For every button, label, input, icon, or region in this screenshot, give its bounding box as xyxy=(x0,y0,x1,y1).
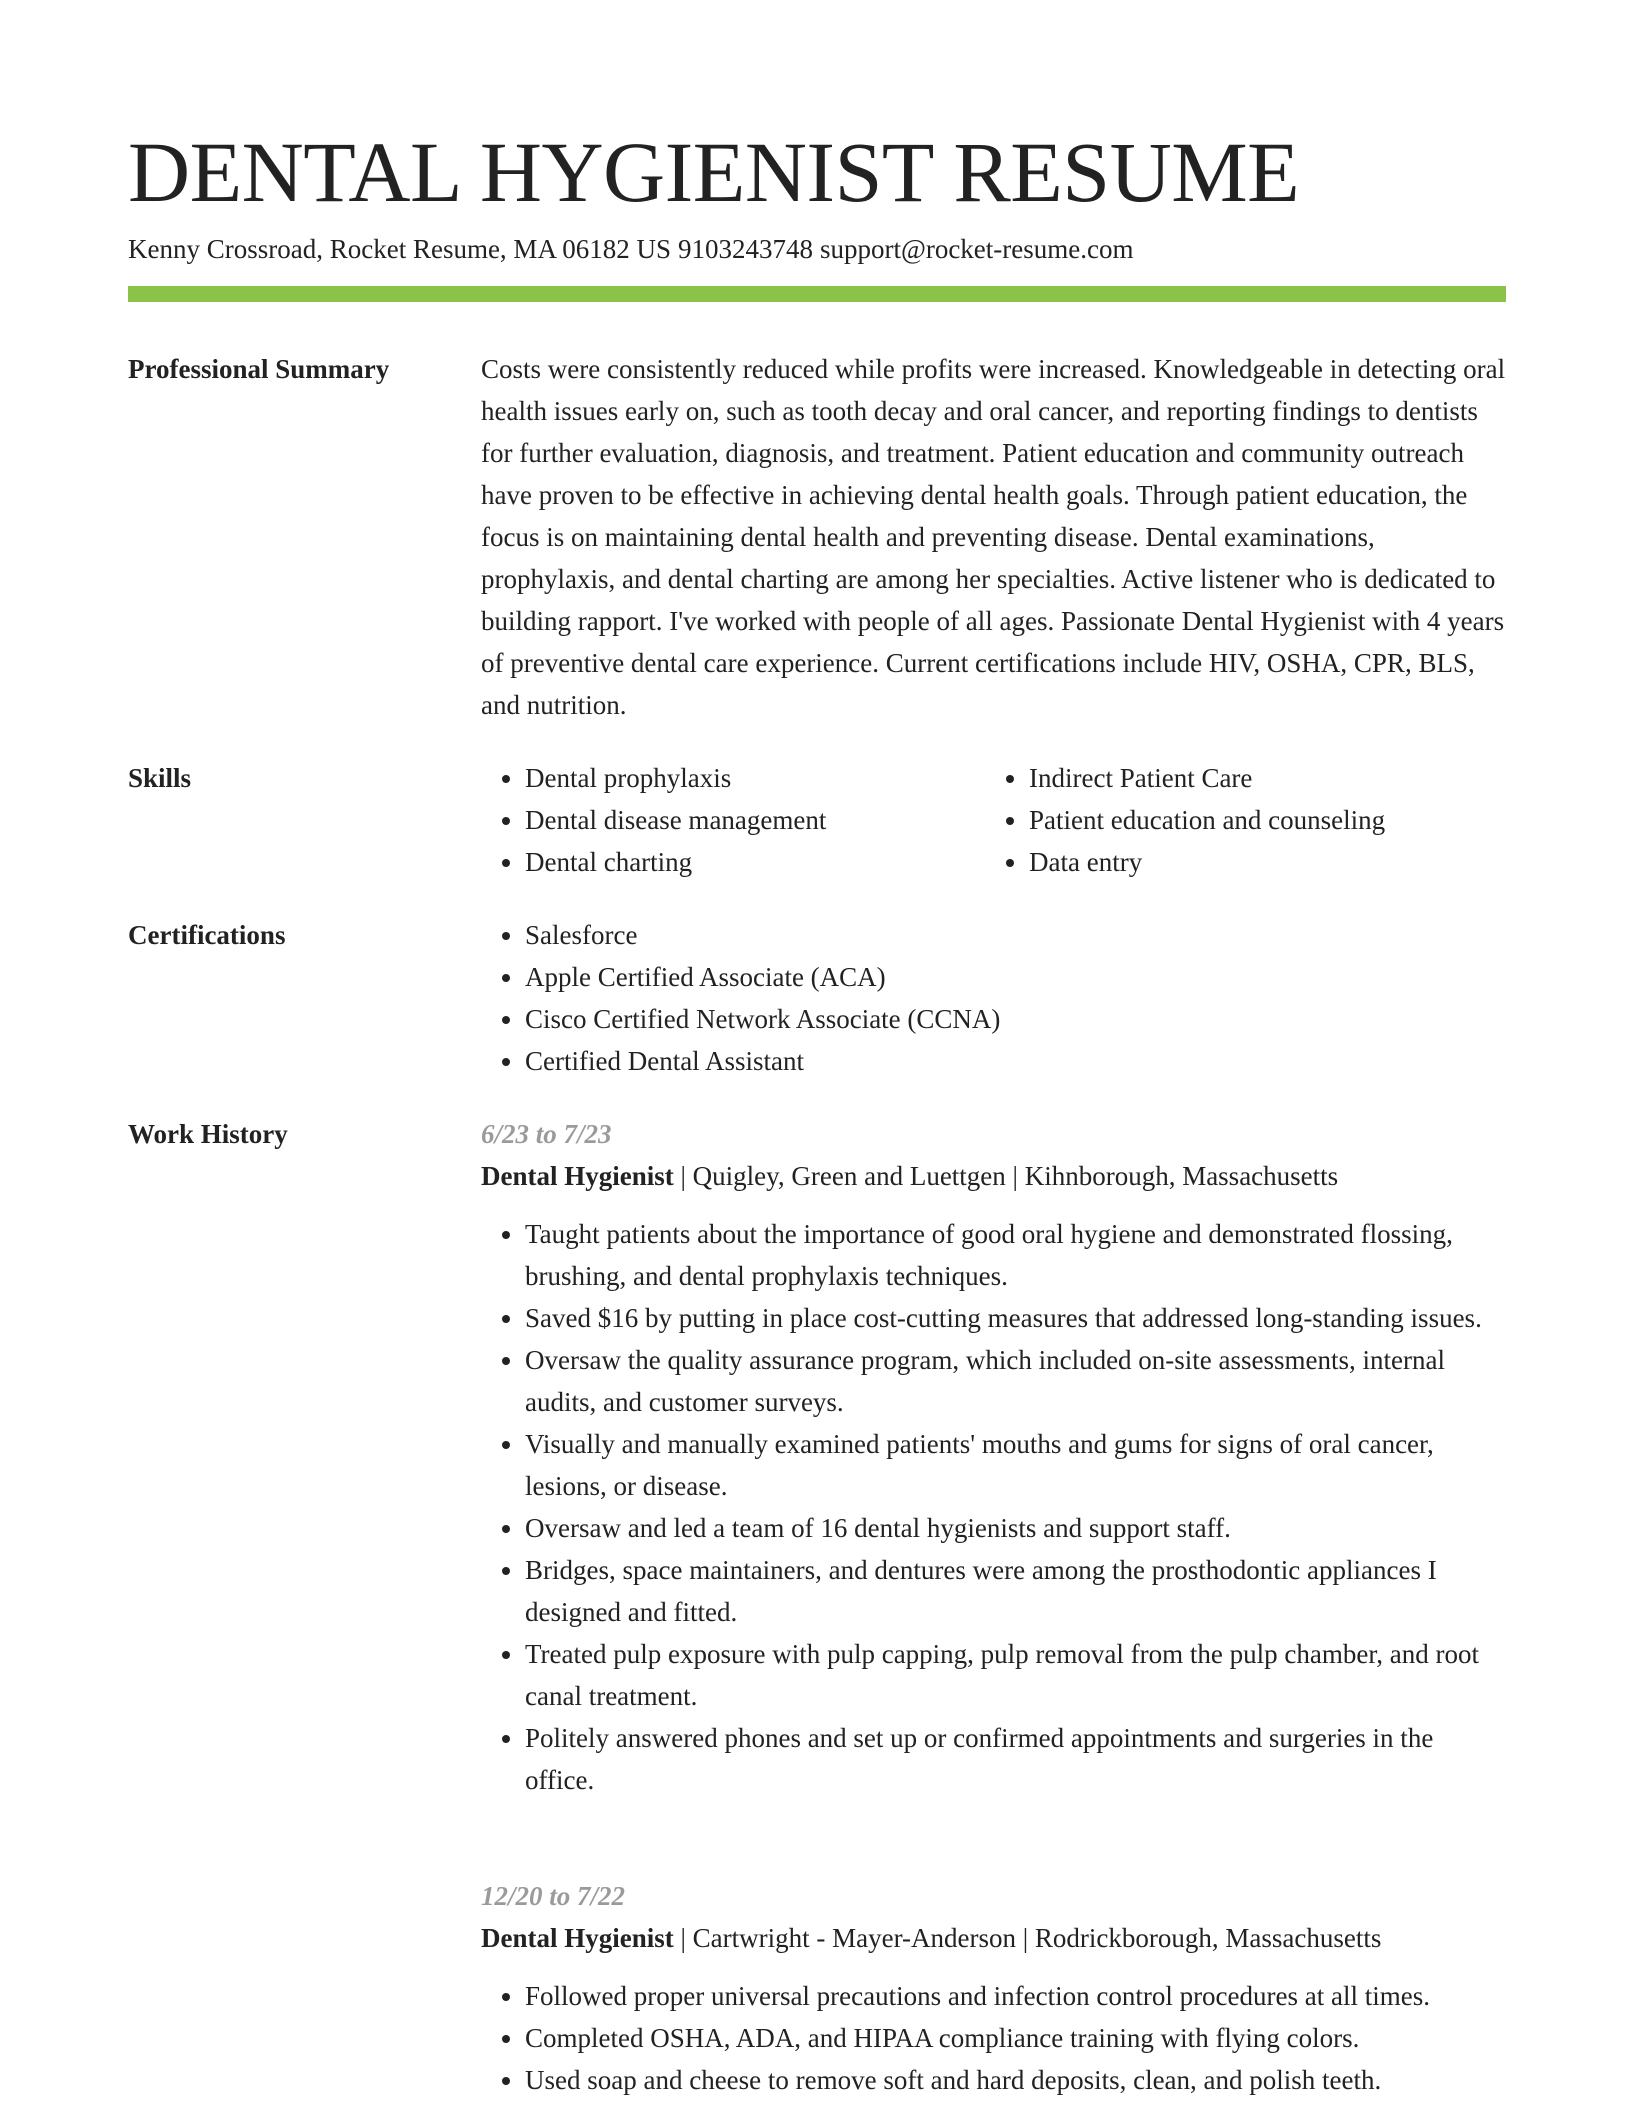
job-details: | Cartwright - Mayer-Anderson | Rodrickborough, Massachusetts xyxy=(673,1923,1382,1953)
job-dates: 12/20 to 7/22 xyxy=(481,1881,626,1911)
job-heading xyxy=(481,1917,1506,1959)
skill-item: • Indirect Patient Care xyxy=(1029,757,1529,799)
contact-line xyxy=(128,230,1134,268)
work-history-label: Work History xyxy=(128,1119,288,1149)
skill-item: • Dental prophylaxis xyxy=(525,757,1025,799)
job-title: Dental Hygienist xyxy=(481,1923,674,1953)
skills-list-left xyxy=(481,757,1025,883)
job-dates: 6/23 to 7/23 xyxy=(481,1119,612,1149)
job-duty: • Bridges, space maintainers, and dentures were among the prosthodontic appliances I designed and fitted. xyxy=(525,1549,1506,1633)
job-duty: • Completed OSHA, ADA, and HIPAA compliance training with flying colors. xyxy=(525,2017,1506,2059)
certification-item: • Salesforce xyxy=(525,914,1506,956)
job-heading xyxy=(481,1155,1506,1197)
job-entry xyxy=(481,1113,1506,1801)
skill-item: • Dental disease management xyxy=(525,799,1025,841)
resume-title: DENTAL HYGIENIST RESUME xyxy=(128,124,1300,220)
job-title: Dental Hygienist xyxy=(481,1161,674,1191)
skill-item: • Data entry xyxy=(1029,841,1529,883)
job-duties xyxy=(481,1975,1506,2101)
job-duties xyxy=(481,1213,1506,1801)
job-duty: • Used soap and cheese to remove soft and hard deposits, clean, and polish teeth. xyxy=(525,2059,1506,2101)
skill-item: • Dental charting xyxy=(525,841,1025,883)
job-duty: • Visually and manually examined patients' mouths and gums for signs of oral cancer, lesions, or disease. xyxy=(525,1423,1506,1507)
contact-phone: 9103243748 xyxy=(677,234,813,264)
job-duty: • Oversaw the quality assurance program, which included on-site assessments, internal audits, and customer surveys. xyxy=(525,1339,1506,1423)
skills-label: Skills xyxy=(128,763,192,793)
header-divider xyxy=(128,286,1506,302)
certifications-label: Certifications xyxy=(128,920,286,950)
job-details: | Quigley, Green and Luettgen | Kihnborough, Massachusetts xyxy=(673,1161,1339,1191)
summary-label: Professional Summary xyxy=(128,354,390,384)
certifications-body xyxy=(481,914,1506,1082)
certification-item: • Cisco Certified Network Associate (CCNA) xyxy=(525,998,1506,1040)
job-duty: • Followed proper universal precautions and infection control procedures at all times. xyxy=(525,1975,1506,2017)
contact-address: Kenny Crossroad, Rocket Resume, MA 06182 US xyxy=(128,234,671,264)
job-entry xyxy=(481,1875,1506,2101)
certifications-list xyxy=(481,914,1506,1082)
job-duty: • Treated pulp exposure with pulp capping, pulp removal from the pulp chamber, and root canal treatment. xyxy=(525,1633,1506,1717)
skills-body xyxy=(481,757,1506,883)
job-duty: • Oversaw and led a team of 16 dental hygienists and support staff. xyxy=(525,1507,1506,1549)
job-duty: • Saved $16 by putting in place cost-cutting measures that addressed long-standing issues. xyxy=(525,1297,1506,1339)
job-duty: • Taught patients about the importance of good oral hygiene and demonstrated flossing, brushing, and dental prophylaxis techniques. xyxy=(525,1213,1506,1297)
skills-columns xyxy=(481,757,1506,883)
skills-list-right xyxy=(985,757,1529,883)
summary-text: Costs were consistently reduced while profits were increased. Knowledgeable in detecting oral health issues early on, such as tooth decay and oral cancer, and reporting findings to dentists for further evaluation, diagnosis, and treatment. Patient education and community outreach have proven to be effective in achieving dental health goals. Through patient education, the focus is on maintaining dental health and preventing disease. Dental examinations, prophylaxis, and dental charting are among her specialties. Active listener who is dedicated to building rapport. I've worked with people of all ages. Passionate Dental Hygienist with 4 years of preventive dental care experience. Current certifications include HIV, OSHA, CPR, BLS, and nutrition. xyxy=(481,354,1506,720)
summary-body xyxy=(481,348,1506,726)
certification-item: • Certified Dental Assistant xyxy=(525,1040,1506,1082)
skill-item: • Patient education and counseling xyxy=(1029,799,1529,841)
job-duty: • Politely answered phones and set up or confirmed appointments and surgeries in the office. xyxy=(525,1717,1506,1801)
work-history-body xyxy=(481,1113,1506,2095)
certification-item: • Apple Certified Associate (ACA) xyxy=(525,956,1506,998)
contact-email: support@rocket-resume.com xyxy=(819,234,1134,264)
